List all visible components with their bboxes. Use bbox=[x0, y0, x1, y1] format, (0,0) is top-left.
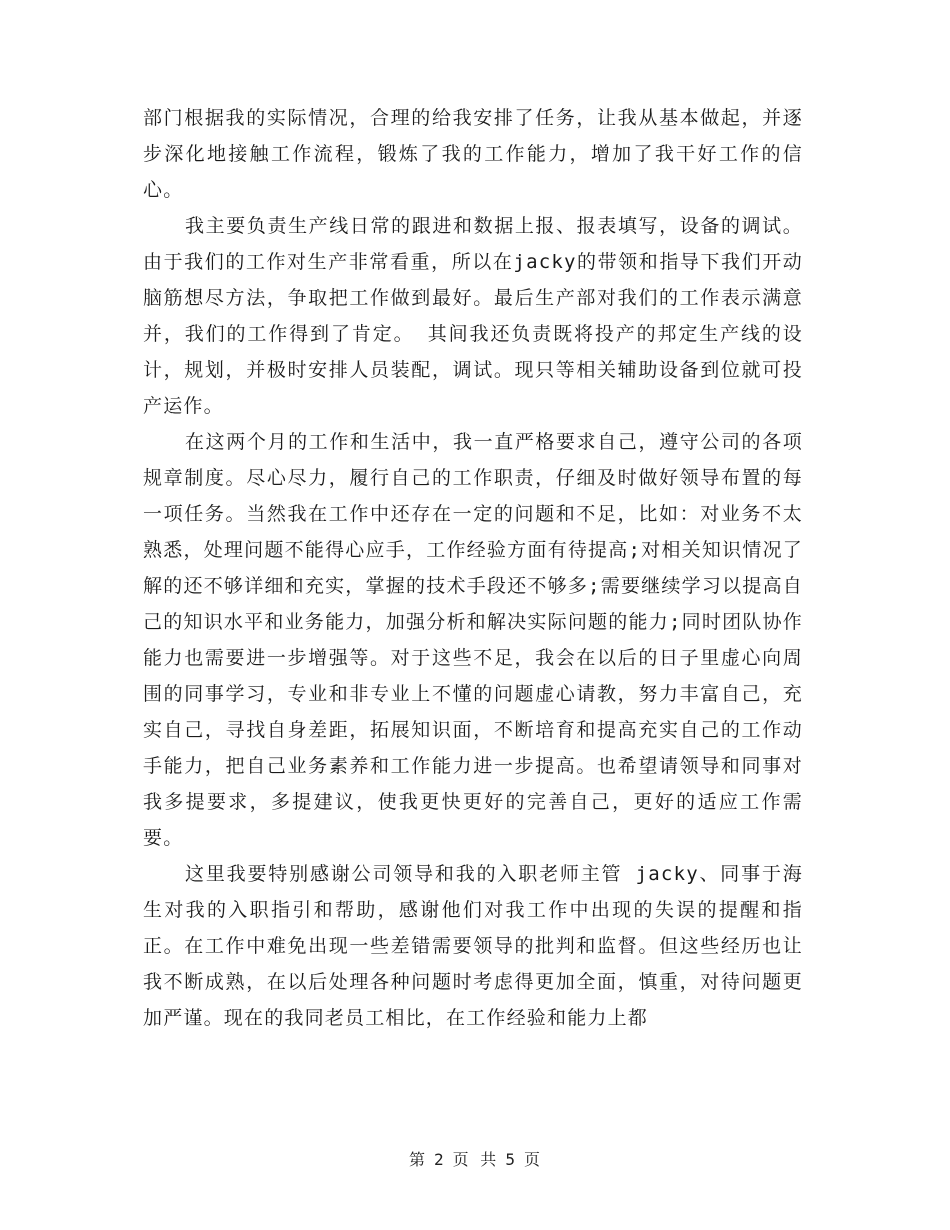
document-body bbox=[143, 100, 803, 1036]
page-footer bbox=[0, 1147, 950, 1170]
footer-suffix: 页 bbox=[523, 1150, 541, 1169]
paragraph-3: 在这两个月的工作和生活中，我一直严格要求自己，遵守公司的各项规章制度。尽心尽力，履行自己的工作职责，仔细及时做好领导布置的每一项任务。当然我在工作中还存在一定的问题和不足，比如：对业务不太熟悉，处理问题不能得心应手，工作经验方面有待提高;对相关知识情况了解的还不够详细和充实，掌握的技术手段还不够多;需要继续学习以提高自己的知识水平和业务能力，加强分析和解决实际问题的能力;同时团队协作能力也需要进一步增强等。对于这些不足，我会在以后的日子里虚心向周围的同事学习，专业和非专业上不懂的问题虚心请教，努力丰富自己，充实自己，寻找自身差距，拓展知识面，不断培育和提高充实自己的工作动手能力，把自己业务素养和工作能力进一步提高。也希望请领导和同事对我多提要求，多提建议，使我更快更好的完善自己，更好的适应工作需要。 bbox=[143, 431, 803, 849]
footer-page-current: 2 bbox=[434, 1150, 445, 1169]
paragraph-4: 这里我要特别感谢公司领导和我的入职老师主管 jacky、同事于海生对我的入职指引和帮助，感谢他们对我工作中出现的失误的提醒和指正。在工作中难免出现一些差错需要领导的批判和监督。但这些经历也让我不断成熟，在以后处理各种问题时考虑得更加全面，慎重，对待问题更加严谨。现在的我同老员工相比，在工作经验和能力上都 bbox=[143, 863, 803, 1029]
footer-middle: 页 共 bbox=[452, 1150, 498, 1169]
paragraph-2: 我主要负责生产线日常的跟进和数据上报、报表填写，设备的调试。由于我们的工作对生产非常看重，所以在jacky的带领和指导下我们开动脑筋想尽方法，争取把工作做到最好。最后生产部对我们的工作表示满意并，我们的工作得到了肯定。 其间我还负责既将投产的邦定生产线的设计，规划，并极时安排人员装配，调试。现只等相关辅助设备到位就可投产运作。 bbox=[143, 215, 803, 417]
paragraph-1: 部门根据我的实际情况，合理的给我安排了任务，让我从基本做起，并逐步深化地接触工作流程，锻炼了我的工作能力，增加了我干好工作的信心。 bbox=[143, 107, 803, 201]
footer-prefix: 第 bbox=[409, 1150, 427, 1169]
footer-page-total: 5 bbox=[505, 1150, 516, 1169]
